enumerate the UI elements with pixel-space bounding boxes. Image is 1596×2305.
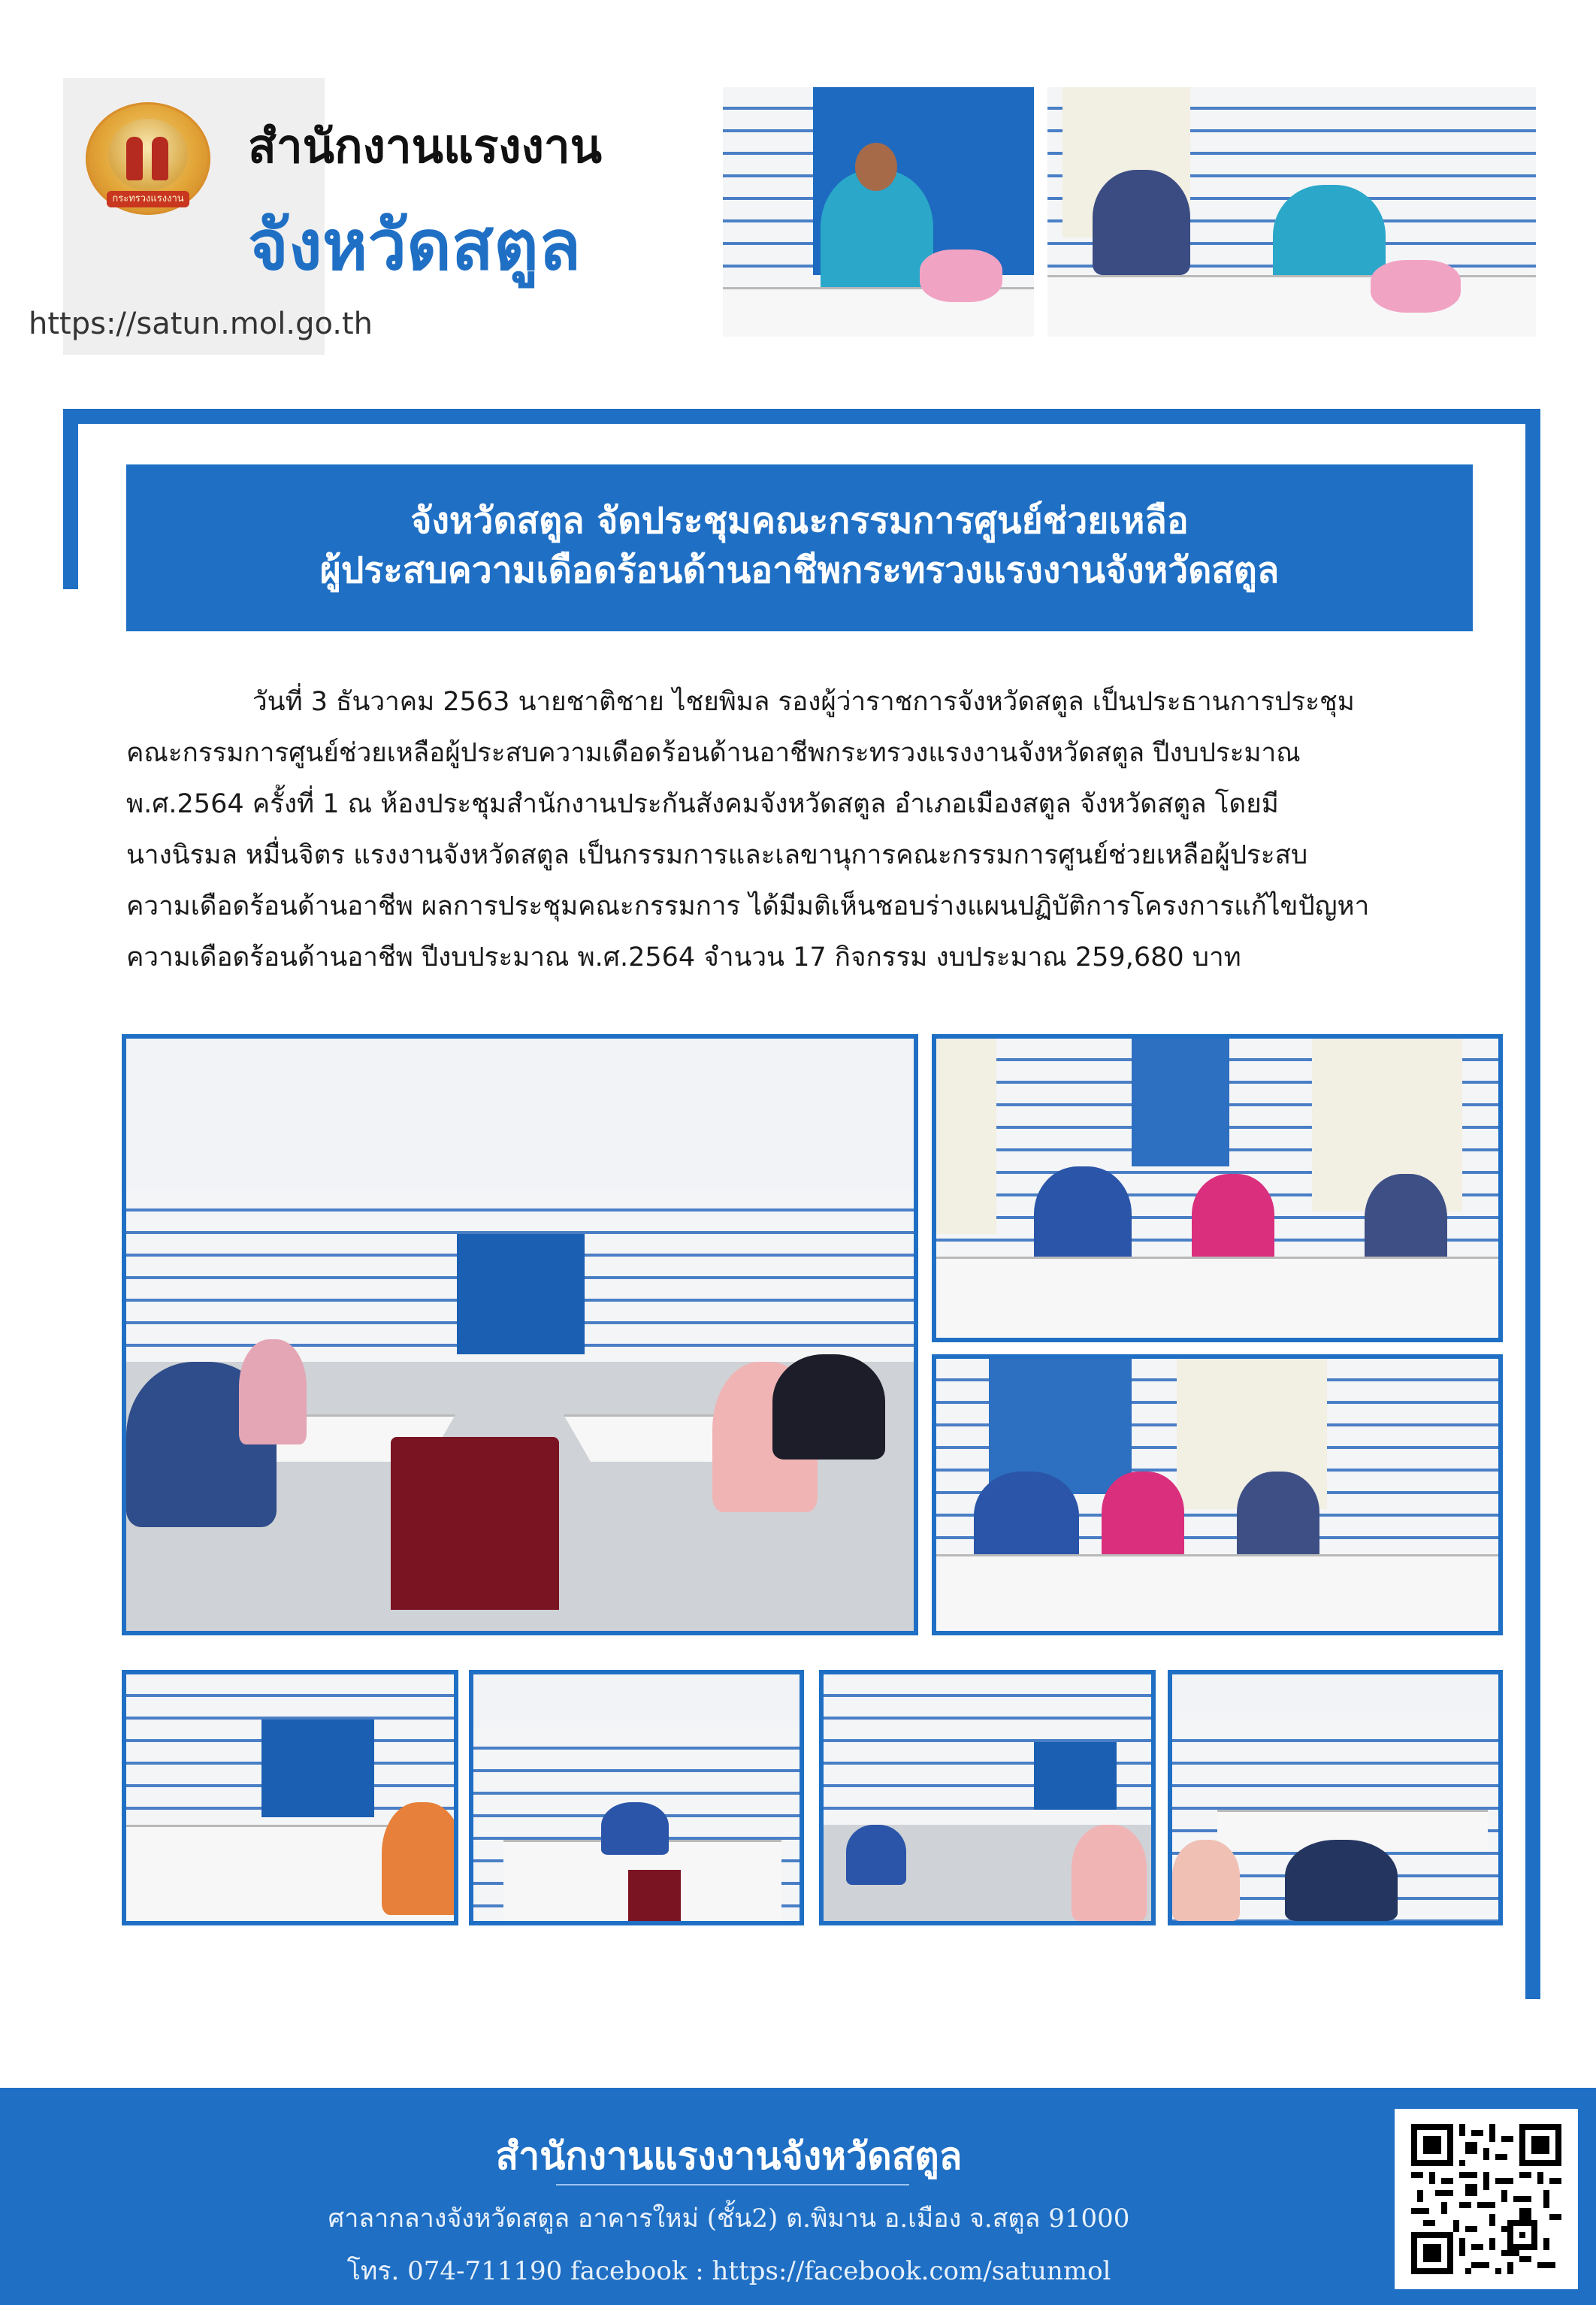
article-body xyxy=(126,676,1471,983)
header-photo-officials xyxy=(1047,87,1536,337)
photo-person xyxy=(772,1354,885,1460)
seal-ribbon-text: กระทรวงแรงงาน xyxy=(107,191,189,207)
photo-projector-stand xyxy=(628,1870,681,1922)
article-body-line: ความเดือดร้อนด้านอาชีพ ผลการประชุมคณะกรรมการ ได้มีมติเห็นชอบร่างแผนปฏิบัติการโครงการแก้ไขปัญหา xyxy=(126,891,1370,921)
gallery-photo-small-3 xyxy=(819,1670,1156,1925)
photo-curtain xyxy=(936,1039,996,1234)
photo-person xyxy=(1072,1825,1147,1921)
footer-divider xyxy=(556,2184,909,2186)
photo-province-map xyxy=(1132,1039,1229,1166)
photo-person xyxy=(1172,1840,1240,1921)
photo-ceiling xyxy=(126,1039,914,1189)
photo-person xyxy=(1034,1166,1132,1272)
photo-person xyxy=(601,1802,669,1855)
org-name-line2: จังหวัดสตูล xyxy=(248,207,582,284)
seal-inner-disc xyxy=(108,119,188,191)
header-photo-chairman xyxy=(723,87,1034,337)
article-body-line: พ.ศ.2564 ครั้งที่ 1 ณ ห้องประชุมสำนักงานประกันสังคมจังหวัดสตูล อำเภอเมืองสตูล จังหวัดสตูล โดยมี xyxy=(126,789,1279,819)
photo-ceiling xyxy=(1172,1674,1498,1720)
photo-person xyxy=(1285,1840,1398,1921)
frame-left-border xyxy=(63,409,78,589)
photo-flowers xyxy=(920,250,1002,302)
photo-table xyxy=(936,1257,1503,1342)
photo-person xyxy=(1102,1472,1184,1562)
qr-code-graphic xyxy=(1411,2124,1561,2274)
photo-person xyxy=(1093,170,1190,275)
article-title-line2: ผู้ประสบความเดือดร้อนด้านอาชีพกระทรวงแรงงานจังหวัดสตูล xyxy=(319,549,1280,591)
frame-top-border xyxy=(63,409,1540,424)
photo-person xyxy=(846,1825,906,1885)
seal-figure-left xyxy=(126,137,143,180)
footer-org-name: สำนักงานแรงงานจังหวัดสตูล xyxy=(495,2134,963,2178)
article-body-line: คณะกรรมการศูนย์ช่วยเหลือผู้ประสบความเดือดร้อนด้านอาชีพกระทรวงแรงงานจังหวัดสตูล ปีงบประมาณ xyxy=(126,738,1301,768)
gallery-photo-head-table-2 xyxy=(932,1354,1503,1635)
photo-person xyxy=(1192,1174,1274,1264)
photo-table xyxy=(936,1554,1503,1635)
photo-backdrop xyxy=(261,1720,374,1817)
photo-backdrop xyxy=(1034,1742,1117,1810)
photo-person xyxy=(1237,1472,1319,1562)
org-name-line1: สำนักงานแรงงาน xyxy=(248,121,603,173)
article-body-line: นางนิรมล หมื่นจิตร แรงงานจังหวัดสตูล เป็นกรรมการและเลขานุการคณะกรรมการศูนย์ช่วยเหลือผู้ประสบ xyxy=(126,840,1308,870)
photo-person xyxy=(239,1339,307,1444)
article-title-line1: จังหวัดสตูล จัดประชุมคณะกรรมการศูนย์ช่วยเหลือ xyxy=(410,500,1189,542)
photo-projector-stand xyxy=(391,1437,559,1610)
photo-person xyxy=(382,1802,458,1915)
ministry-of-labour-seal-icon xyxy=(86,102,210,215)
gallery-photo-small-1 xyxy=(122,1670,458,1925)
footer-address: ศาลากลางจังหวัดสตูล อาคารใหม่ (ชั้น2) ต.พิมาน อ.เมือง จ.สตูล 91000 xyxy=(328,2204,1130,2234)
gallery-photo-small-4 xyxy=(1168,1670,1503,1925)
photo-backdrop xyxy=(457,1234,585,1354)
article-body-line: ความเดือดร้อนด้านอาชีพ ปีงบประมาณ พ.ศ.2564 จำนวน 17 กิจกรรม งบประมาณ 259,680 บาท xyxy=(126,942,1241,973)
photo-table xyxy=(1047,275,1536,337)
article-title-banner xyxy=(126,464,1473,631)
photo-ceiling xyxy=(473,1674,800,1727)
gallery-photo-meeting-room xyxy=(122,1034,918,1635)
website-link[interactable]: https://satun.mol.go.th xyxy=(29,307,373,341)
gallery-photo-small-2 xyxy=(469,1670,804,1925)
article-body-line: วันที่ 3 ธันวาคม 2563 นายชาติชาย ไชยพิมล รองผู้ว่าราชการจังหวัดสตูล เป็นประธานการประชุม xyxy=(252,687,1355,717)
qr-code-icon[interactable] xyxy=(1395,2109,1578,2289)
frame-right-border xyxy=(1525,409,1540,1999)
photo-flowers xyxy=(1371,260,1461,313)
seal-figure-right xyxy=(152,137,168,180)
gallery-photo-head-table xyxy=(932,1034,1503,1342)
footer-contact[interactable]: โทร. 074-711190 facebook : https://facebook.com/satunmol xyxy=(346,2256,1111,2286)
photo-person-head xyxy=(855,143,897,191)
